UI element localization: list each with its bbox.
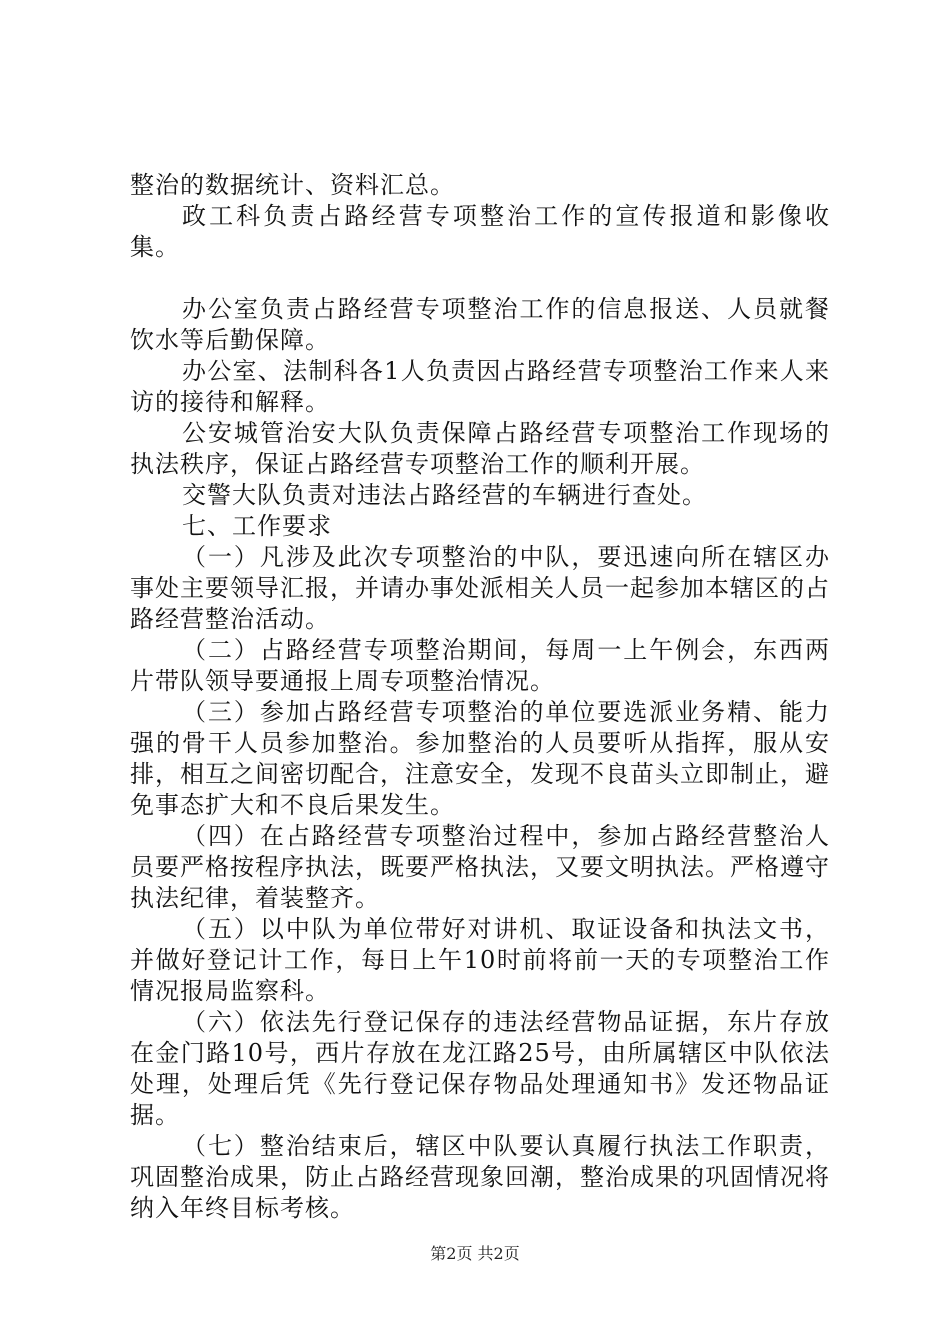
requirement-1: （一）凡涉及此次专项整治的中队，要迅速向所在辖区办事处主要领导汇报，并请办事处派相关人员一起参加本辖区的占路经营整治活动。 [130,543,830,633]
requirement-6: （六）依法先行登记保存的违法经营物品证据，东片存放在金门路10号，西片存放在龙江路25号，由所属辖区中队依法处理，处理后凭《先行登记保存物品处理通知书》发还物品证据。 [130,1008,830,1129]
paragraph-publicity-dept: 政工科负责占路经营专项整治工作的宣传报道和影像收集。 [130,202,830,261]
paragraph-office-legal-reception: 办公室、法制科各1人负责因占路经营专项整治工作来人来访的接待和解释。 [130,357,830,416]
paragraph-police-brigade: 公安城管治安大队负责保障占路经营专项整治工作现场的执法秩序，保证占路经营专项整治工作的顺利开展。 [130,419,830,478]
section-heading-work-requirements: 七、工作要求 [182,512,332,540]
requirement-3: （三）参加占路经营专项整治的单位要选派业务精、能力强的骨干人员参加整治。参加整治的人员要听从指挥，服从安排，相互之间密切配合，注意安全，发现不良苗头立即制止，避免事态扩大和不良后果发生。 [130,698,830,819]
requirement-2: （二）占路经营专项整治期间，每周一上午例会，东西两片带队领导要通报上周专项整治情况。 [130,636,830,695]
requirement-7: （七）整治结束后，辖区中队要认真履行执法工作职责，巩固整治成果，防止占路经营现象回潮，整治成果的巩固情况将纳入年终目标考核。 [130,1132,830,1222]
paragraph-continuation: 整治的数据统计、资料汇总。 [130,171,455,199]
paragraph-traffic-brigade: 交警大队负责对违法占路经营的车辆进行查处。 [182,481,707,509]
requirement-5: （五）以中队为单位带好对讲机、取证设备和执法文书，并做好登记计工作，每日上午10时前将前一天的专项整治工作情况报局监察科。 [130,915,830,1005]
page-number-footer: 第2页 共2页 [430,1244,520,1263]
document-body [130,170,830,1224]
paragraph-office-logistics: 办公室负责占路经营专项整治工作的信息报送、人员就餐饮水等后勤保障。 [130,295,830,354]
requirement-4: （四）在占路经营专项整治过程中，参加占路经营整治人员要严格按程序执法，既要严格执法，又要文明执法。严格遵守执法纪律，着装整齐。 [130,822,830,912]
